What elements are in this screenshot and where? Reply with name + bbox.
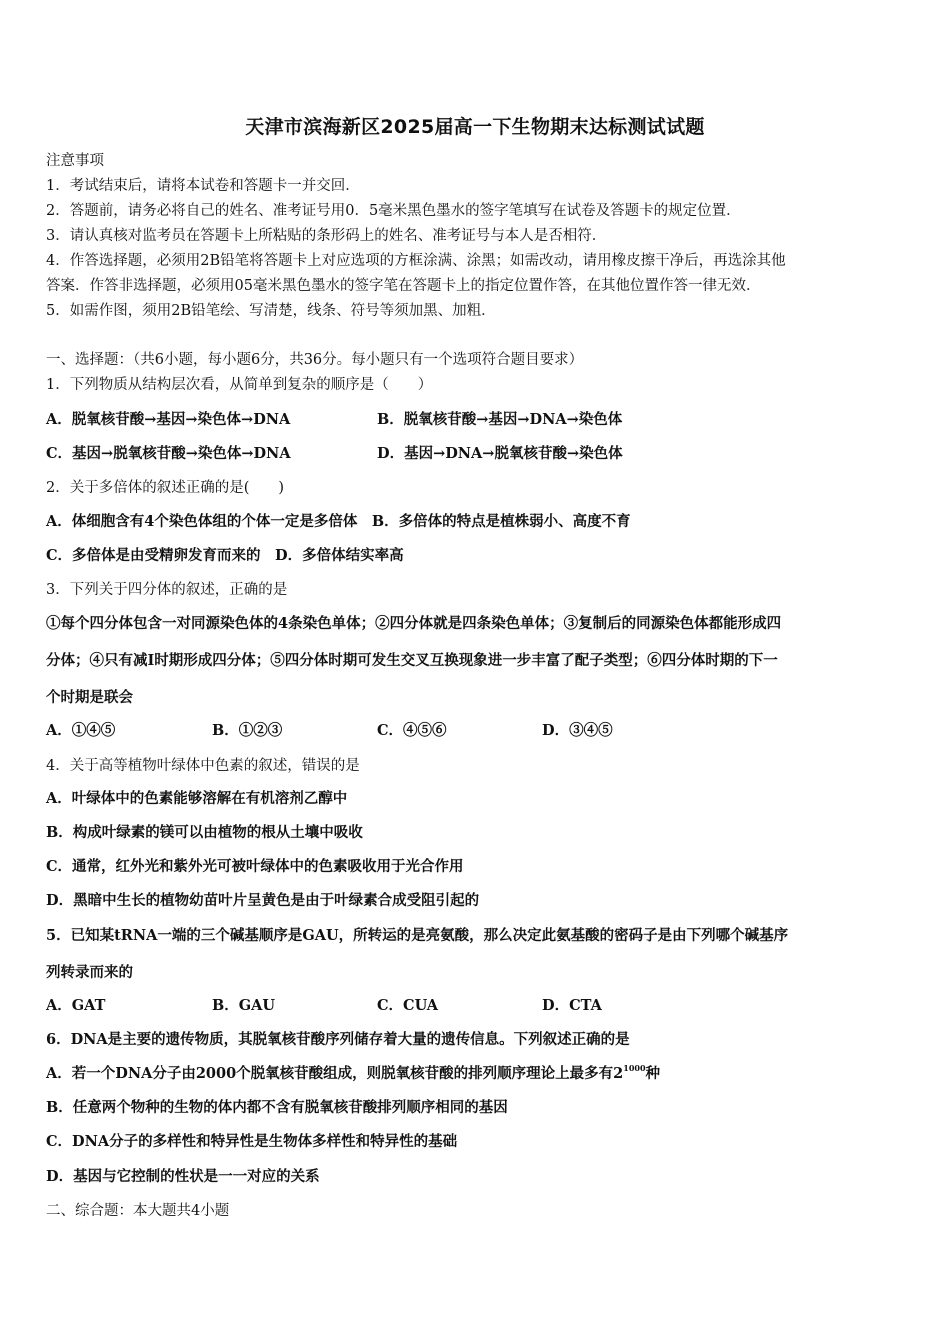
q3-body-3: 个时期是联会 <box>46 689 133 706</box>
q1-stem: 1．下列物质从结构层次看，从简单到复杂的顺序是（ ） <box>46 377 433 393</box>
q1-option-a: A．脱氧核苷酸→基因→染色体→DNA <box>46 411 291 428</box>
q3-option-d: D．③④⑤ <box>542 722 613 739</box>
notice-item-1: 1．考试结束后，请将本试卷和答题卡一并交回． <box>46 178 360 194</box>
q1-option-c: C．基因→脱氧核苷酸→染色体→DNA <box>46 445 291 462</box>
section-heading-comprehensive: 二、综合题：本大题共4小题 <box>46 1203 230 1219</box>
q6-option-a-exponent: 1000 <box>623 1063 646 1073</box>
q3-option-b: B．①②③ <box>212 722 283 739</box>
q2-stem: 2．关于多倍体的叙述正确的是( ) <box>46 480 285 496</box>
notice-item-4: 4．作答选择题，必须用2B铅笔将答题卡上对应选项的方框涂满、涂黑；如需改动，请用橡皮擦干净后，再选涂其他 <box>46 253 786 269</box>
q5-stem-2: 列转录而来的 <box>46 964 133 981</box>
q3-stem: 3．下列关于四分体的叙述，正确的是 <box>46 582 288 598</box>
q3-option-a: A．①④⑤ <box>46 722 116 739</box>
q6-stem: 6．DNA是主要的遗传物质，其脱氧核苷酸序列储存着大量的遗传信息。下列叙述正确的是 <box>46 1031 630 1048</box>
notice-heading: 注意事项 <box>46 153 104 169</box>
q4-option-d: D．黑暗中生长的植物幼苗叶片呈黄色是由于叶绿素合成受阻引起的 <box>46 892 480 909</box>
section-heading-choice: 一、选择题：（共6小题，每小题6分，共36分。每小题只有一个选项符合题目要求） <box>46 352 584 368</box>
q6-option-a-text: A．若一个DNA分子由2000个脱氧核苷酸组成，则脱氧核苷酸的排列顺序理论上最多有2 <box>46 1065 624 1082</box>
q4-option-a: A．叶绿体中的色素能够溶解在有机溶剂乙醇中 <box>46 790 348 807</box>
q3-body-1: ①每个四分体包含一对同源染色体的4条染色单体；②四分体就是四条染色单体；③复制后的同源染色体都能形成四 <box>46 615 782 632</box>
notice-item-2: 2．答题前，请务必将自己的姓名、准考证号用0．5毫米黑色墨水的签字笔填写在试卷及答题卡的规定位置． <box>46 203 741 219</box>
notice-item-5: 5．如需作图，须用2B铅笔绘、写清楚，线条、符号等须加黑、加粗． <box>46 303 496 319</box>
q3-option-c: C．④⑤⑥ <box>377 722 447 739</box>
q4-option-c: C．通常，红外光和紫外光可被叶绿体中的色素吸收用于光合作用 <box>46 858 464 875</box>
q2-options-ab: A．体细胞含有4个染色体组的个体一定是多倍体 B．多倍体的特点是植株弱小、高度不育 <box>46 513 631 530</box>
notice-item-3: 3．请认真核对监考员在答题卡上所粘贴的条形码上的姓名、准考证号与本人是否相符． <box>46 228 607 244</box>
page-title: 天津市滨海新区2025届高一下生物期末达标测试试题 <box>245 116 705 138</box>
q1-option-d: D．基因→DNA→脱氧核苷酸→染色体 <box>377 445 623 462</box>
q4-option-b: B．构成叶绿素的镁可以由植物的根从土壤中吸收 <box>46 824 363 841</box>
q5-option-a: A．GAT <box>46 997 106 1014</box>
q6-option-c: C．DNA分子的多样性和特异性是生物体多样性和特异性的基础 <box>46 1133 458 1150</box>
q2-options-cd: C．多倍体是由受精卵发育而来的 D．多倍体结实率高 <box>46 547 404 564</box>
q5-option-d: D．CTA <box>542 997 602 1014</box>
q5-stem-1: 5．已知某tRNA一端的三个碱基顺序是GAU，所转运的是亮氨酸，那么决定此氨基酸的密码子是由下列哪个碱基序 <box>46 927 789 944</box>
q6-option-d: D．基因与它控制的性状是一一对应的关系 <box>46 1168 320 1185</box>
q6-option-a-suffix: 种 <box>645 1065 661 1082</box>
q6-option-a <box>46 1064 660 1084</box>
q5-option-c: C．CUA <box>377 997 439 1014</box>
q6-option-b: B．任意两个物种的生物的体内都不含有脱氧核苷酸排列顺序相同的基因 <box>46 1099 508 1116</box>
q3-body-2: 分体；④只有减Ⅰ时期形成四分体；⑤四分体时期可发生交叉互换现象进一步丰富了配子类型；⑥四分体时期的下一 <box>46 652 778 669</box>
q1-option-b: B．脱氧核苷酸→基因→DNA→染色体 <box>377 411 623 428</box>
q4-stem: 4．关于高等植物叶绿体中色素的叙述，错误的是 <box>46 758 360 774</box>
notice-item-4-cont: 答案．作答非选择题，必须用05毫米黑色墨水的签字笔在答题卡上的指定位置作答，在其他位置作答一律无效． <box>46 278 761 294</box>
q5-option-b: B．GAU <box>212 997 276 1014</box>
